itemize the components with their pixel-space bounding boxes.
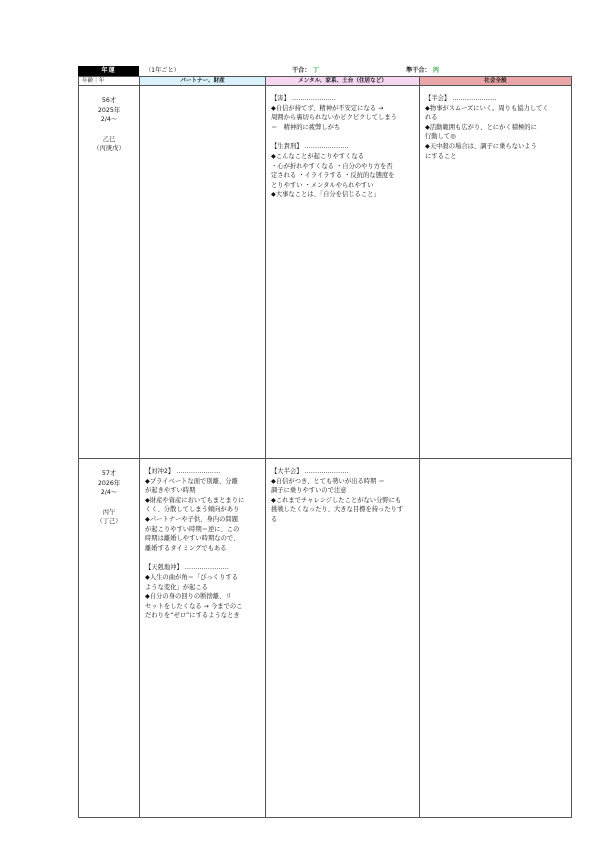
kango-value: 丁 (312, 67, 319, 74)
note-line: ◆財産や資産においてもまとまりに (145, 496, 245, 504)
note-line: ◆パートナーや子供、身内の問題 (145, 515, 238, 523)
note-line: ◆自信が持てず、精神が不安定になる → (271, 104, 384, 112)
note-line: ◆プライベートな面で別離、分離 (145, 477, 238, 485)
note-line: ◆大事なことは、「自分を信じること」 (271, 191, 380, 199)
zokan: （丙庚戊） (93, 145, 125, 153)
age: 56才 (101, 97, 117, 104)
note-title: 【対冲2】 ………………… (145, 468, 221, 475)
note-line: 周囲から裏切られないかビクビクしてしまう (271, 114, 397, 122)
mental-cell (266, 459, 420, 817)
note-line: ◆人生の曲が角＝「びっくりする (145, 573, 238, 581)
kanshi: 丙午 (102, 508, 116, 516)
note-line: ◆こんなことが起こりやすくなる (271, 152, 364, 160)
note-line: が起きやすい時期 (145, 487, 196, 495)
note-line: だわりを“ゼロ”にするようなとき (145, 612, 240, 620)
note-title: 【半会】 ………………… (425, 95, 497, 102)
kango (292, 66, 319, 76)
note-block (145, 563, 261, 621)
note-block (425, 94, 567, 161)
note-line: ◆これまでチャレンジしたことがない分野にも (271, 496, 402, 504)
table-row (78, 458, 572, 818)
year: 2026年 (97, 479, 121, 487)
partner-cell (140, 86, 266, 458)
note-title: 【害】 ………………… (271, 95, 336, 102)
note-block (271, 94, 415, 132)
note-title: 【天剋地冲】 ………………… (145, 564, 229, 572)
note-line: ような変化」が起こる (145, 583, 208, 591)
kango-label: 干合： (292, 67, 311, 74)
date: 2/4〜 (100, 116, 118, 124)
col-partner-header: パートナー、財産 (140, 77, 266, 85)
note-line: れる (425, 114, 438, 122)
junkango-value: 丙 (432, 67, 440, 74)
note-line: 時期は離婚しやすい時期なので、 (145, 535, 240, 543)
note-line: ◆自分の身の回りの断捨離、リ (145, 593, 232, 601)
header-row-top (78, 66, 572, 76)
note-block (271, 467, 415, 525)
note-line: ◆自信がつき、とても勢いが出る時期 ＝ (271, 477, 385, 485)
age-cell (79, 459, 140, 817)
note-line: くく、分散してしまう傾向があり (145, 506, 240, 514)
junkango (406, 66, 439, 76)
fortune-table (78, 66, 572, 818)
note-block (145, 467, 261, 553)
note-line: ◆物事がスムーズにいく。周りも協力してく (425, 104, 549, 112)
note-line: セットをしたくなる → 今までのこ (145, 602, 243, 610)
note-title: 【生貴刑】 ………………… (271, 143, 349, 151)
note-block (271, 142, 415, 200)
unit-label: （1年ごと） (145, 67, 180, 74)
col-mental-header: メンタル、家系、土台（住居など） (266, 77, 420, 85)
date: 2/4〜 (100, 489, 118, 497)
note-line: にすること (425, 152, 457, 160)
header-info (139, 66, 572, 76)
note-line: ＝ 精神的に疲弊しがち (271, 123, 341, 131)
col-society-header: 社会全般 (420, 77, 571, 85)
note-line: 離婚するタイミングでもある (145, 544, 227, 552)
junkango-label: 準干合： (406, 67, 431, 74)
note-line: ・心が折れやすくなる ・自分のやり方を否 (271, 162, 393, 170)
table-row (78, 85, 572, 458)
kanshi: 乙巳 (102, 135, 116, 143)
zokan: （丁己） (96, 518, 122, 526)
note-line: 定される ・イライラする ・反抗的な態度を (271, 172, 395, 180)
partner-cell (140, 459, 266, 817)
column-header-row (78, 76, 572, 85)
note-line: 挑戦したくなったり、大きな目標を持ったりす (271, 506, 404, 514)
note-line: ◆天中殺の場合は、調子に乗らないよう (425, 142, 537, 150)
note-line: が起こりやすい時期＝逆に、この (145, 525, 240, 533)
note-line: ◆活動範囲も広がり、とにかく積極的に (425, 123, 537, 131)
note-line: 調子に乗りやすいので注意 (271, 487, 347, 495)
note-title: 【大半会】 ………………… (271, 468, 349, 475)
nenun-title: 年運 (78, 66, 139, 76)
note-line: とりやすい ・メンタルやられやすい (271, 181, 374, 189)
age-cell (79, 86, 140, 458)
mental-cell (266, 86, 420, 458)
society-cell (420, 459, 571, 817)
col-age-header: 年齢｜年 (79, 77, 140, 85)
year: 2025年 (97, 106, 121, 114)
age: 57才 (101, 470, 117, 477)
note-line: る (271, 515, 278, 523)
note-line: 行動して◎ (425, 133, 456, 141)
society-cell (420, 86, 571, 458)
